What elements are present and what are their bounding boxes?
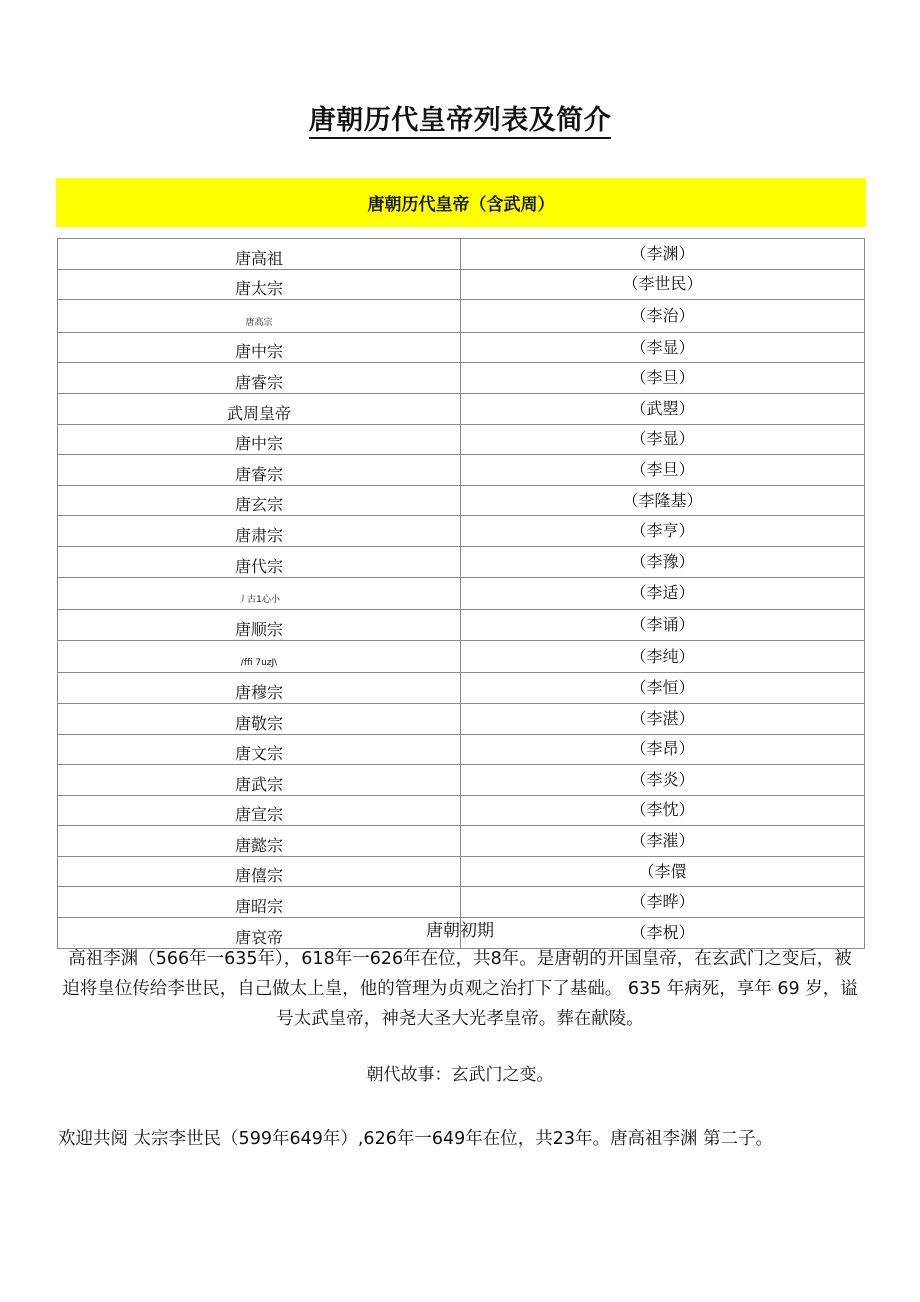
table-row <box>58 546 865 577</box>
table-row <box>58 455 865 486</box>
table-row <box>58 239 865 270</box>
table-row <box>58 610 865 641</box>
personal-name-cell: （李治） <box>461 300 865 333</box>
temple-name-cell: 唐穆宗 <box>58 673 461 704</box>
temple-name-cell: 唐顺宗 <box>58 610 461 641</box>
emperor-table <box>57 238 865 949</box>
gaozu-biography: 高祖李渊（566年一635年），618年一626年在位，共8年。是唐朝的开国皇帝，在玄武门之变后，被迫将皇位传给李世民，自己做太上皇，他的管理为贞观之治打下了基础。 635 年病死，享年 69 岁，谥号太武皇帝，神尧大圣大光孝皇帝。葬在献陵。 <box>62 949 858 1029</box>
personal-name-cell: （李漼） <box>461 826 865 857</box>
personal-name-cell: （李柷） <box>461 918 865 949</box>
temple-name-cell: 唐高宗 <box>58 300 461 333</box>
temple-name-cell: 唐懿宗 <box>58 826 461 857</box>
temple-name-cell: 丿古1心小 <box>58 577 461 610</box>
temple-name-cell: 唐文宗 <box>58 734 461 765</box>
table-banner: 唐朝历代皇帝（含武周） <box>56 178 866 227</box>
table-row <box>58 734 865 765</box>
table-row <box>58 765 865 796</box>
personal-name-cell: （李昂） <box>461 734 865 765</box>
temple-name-cell: 唐睿宗 <box>58 455 461 486</box>
personal-name-cell: （李显） <box>461 332 865 363</box>
table-row <box>58 269 865 300</box>
temple-name-cell: 唐太宗 <box>58 269 461 300</box>
personal-name-cell: （李纯） <box>461 640 865 673</box>
taizong-introduction: 欢迎共阅 太宗李世民（599年649年）,626年一649年在位，共23年。唐高祖李渊 第二子。 <box>58 1129 774 1149</box>
personal-name-cell: （李旦） <box>461 455 865 486</box>
table-row <box>58 393 865 424</box>
page-title-text: 唐朝历代皇帝列表及简介 <box>309 105 612 139</box>
temple-name-cell: 唐僖宗 <box>58 856 461 887</box>
personal-name-cell: （李旦） <box>461 363 865 394</box>
table-row <box>58 516 865 547</box>
temple-name-cell: /ffi 7uzJ\ <box>58 640 461 673</box>
personal-name-cell: （李晔） <box>461 887 865 918</box>
personal-name-cell: （李渊） <box>461 239 865 270</box>
personal-name-cell: （李世民） <box>461 269 865 300</box>
temple-name-cell: 唐中宗 <box>58 332 461 363</box>
personal-name-cell: （李恒） <box>461 673 865 704</box>
temple-name-cell: 唐宣宗 <box>58 795 461 826</box>
temple-name-cell: 唐代宗 <box>58 546 461 577</box>
temple-name-cell: 唐中宗 <box>58 424 461 455</box>
temple-name-cell: 唐武宗 <box>58 765 461 796</box>
table-row <box>58 424 865 455</box>
table-row <box>58 673 865 704</box>
temple-name-cell: 唐昭宗 <box>58 887 461 918</box>
table-row <box>58 640 865 673</box>
personal-name-cell: （李隆基） <box>461 485 865 516</box>
table-row <box>58 300 865 333</box>
table-row <box>58 363 865 394</box>
personal-name-cell: （李亨） <box>461 516 865 547</box>
personal-name-cell: （李适） <box>461 577 865 610</box>
temple-name-cell: 唐睿宗 <box>58 363 461 394</box>
dynasty-story: 朝代故事：玄武门之变。 <box>366 1065 554 1085</box>
temple-name-cell: 武周皇帝 <box>58 393 461 424</box>
personal-name-cell: （李湛） <box>461 703 865 734</box>
personal-name-cell: （武曌） <box>461 393 865 424</box>
table-row <box>58 703 865 734</box>
table-row <box>58 577 865 610</box>
table-row <box>58 795 865 826</box>
table-row <box>58 887 865 918</box>
temple-name-cell: 唐敬宗 <box>58 703 461 734</box>
personal-name-cell: （李儇 <box>461 856 865 887</box>
personal-name-cell: （李显） <box>461 424 865 455</box>
personal-name-cell: （李炎） <box>461 765 865 796</box>
personal-name-cell: （李诵） <box>461 610 865 641</box>
table-row <box>58 856 865 887</box>
temple-name-cell: 唐肃宗 <box>58 516 461 547</box>
personal-name-cell: （李豫） <box>461 546 865 577</box>
personal-name-cell: （李忱） <box>461 795 865 826</box>
page-title <box>0 98 920 137</box>
temple-name-cell: 唐玄宗 <box>58 485 461 516</box>
table-row <box>58 332 865 363</box>
temple-name-cell: 唐哀帝 <box>58 918 461 949</box>
table-row <box>58 826 865 857</box>
table-row <box>58 485 865 516</box>
temple-name-cell: 唐高祖 <box>58 239 461 270</box>
section-heading-early-tang: 唐朝初期 <box>426 921 494 941</box>
